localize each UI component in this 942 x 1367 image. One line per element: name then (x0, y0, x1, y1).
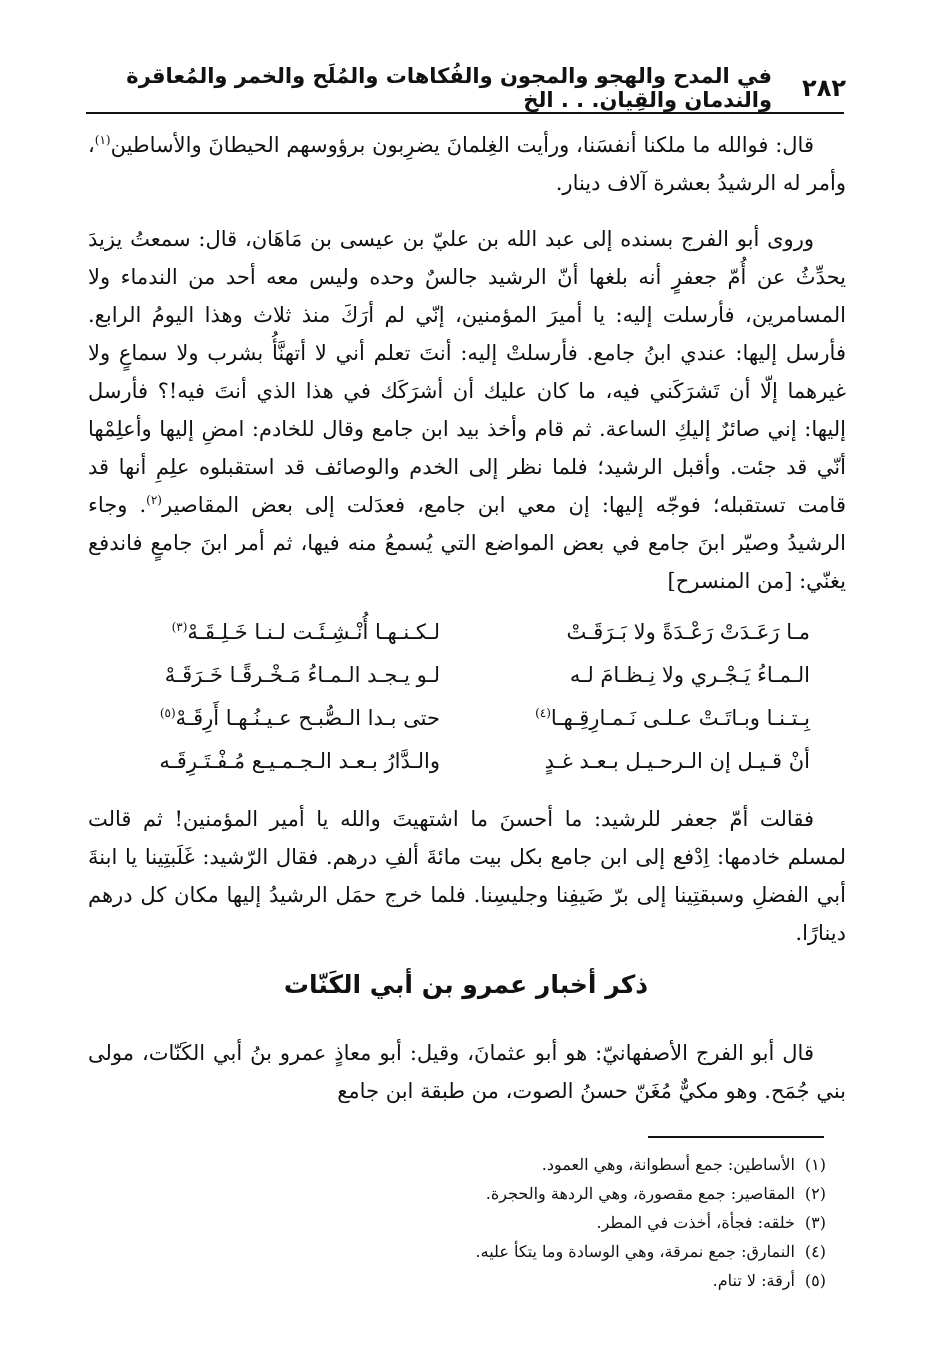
verse-hemistich-second: حتى بـدا الـصُّبـح عـيـنُـهـا أَرِقَـهْ$^{(٥)}$ (159, 705, 440, 730)
footnotes (120, 1150, 826, 1295)
footnote-number: (١) (804, 1155, 826, 1174)
verse-hemistich-second: والـدَّارُ بـعـد الـجـمـيـع مُـفْـتَـرِقَـه (159, 748, 440, 773)
verse-hemistich-first: الـمـاءُ يَـجْـري ولا نِـظـامَ لـه (569, 662, 810, 687)
page-number: ٢٨٢ (802, 74, 846, 102)
verse-hemistich-first: مـا رَعَـدَتْ رَعْـدَةً ولا بَـرَقَـتْ (566, 619, 810, 644)
paragraph-1 (88, 126, 846, 202)
footnote (120, 1237, 826, 1266)
footnote (120, 1150, 826, 1179)
footnote-rule (648, 1136, 824, 1138)
running-title: في المدح والهجو والمجون والفُكاهات والمُلَح والخمر والمُعاقرة والندمان والقِيان. . . الخ (126, 64, 773, 112)
footnote (120, 1266, 826, 1295)
footnote-text: النمارق: جمع نمرقة، وهي الوسادة وما يتكأ عليه. (475, 1242, 795, 1261)
paragraph-3 (88, 800, 846, 952)
footnote-ref: (٣) (171, 619, 188, 634)
footnote-number: (٣) (804, 1213, 826, 1232)
paragraph-text: ، وأمر له الرشيدُ بعشرة آلاف دينار. (88, 133, 846, 195)
verse-hemistich-second: لـو يـجـد الـمـاءُ مَـخْـرقًـا خَـرَقَـهْ (164, 662, 440, 687)
paragraph-4 (88, 1034, 846, 1110)
paragraph-text: وروى أبو الفرج بسنده إلى عبد الله بن عليّ بن عيسى بن مَاهَان، قال: سمعتُ يزيدَ يحدِّثُ عن أُمّ جعفرٍ أنه بلغها أنّ الرشيد جالسٌ وحده وليس معه أحد من الندماء ولا المسامرين، فأرسلت إليه: يا أميرَ المؤمنين، إنّي لم أرَكَ منذ ثلاث وهذا اليومُ الرابع. فأرسل إليها: عندي ابنُ جامع. فأرسلتْ إليه: أنتَ تعلم أني لا أتهنَّأُ بشرب ولا سماعٍ ولا غيرهما إلّا أن تَشرَكَني فيه، ما كان عليك أن أشرَكَك في هذا الذي أنتَ فيه!؟ فأرسل إليها: إني صائرٌ إليكِ الساعة. ثم قام وأخذ بيد ابن جامع وقال للخادم: امضِ إليها وأعلِمْها أنّي قد جئت. وأقبل الرشيد؛ فلما نظر إلى الخدم والوصائف قد استقبلوه علِمِ أنها قد قامت تستقبله؛ فوجّه إليها: إن معي ابن جامع، فعدَلت إلى بعض المقاصير (88, 227, 846, 517)
footnote-ref: (١) (94, 133, 111, 147)
header-rule (86, 112, 844, 114)
verse-hemistich-second: لـكـنـهـا أُنْـشِـئَـت لـنـا خَـلِـقَـهْ$^{(٣)}$ (171, 619, 440, 644)
footnote-number: (٤) (804, 1242, 826, 1261)
footnote-text: المقاصير: جمع مقصورة، وهي الردهة والحجرة. (485, 1184, 795, 1203)
verse-line (110, 610, 810, 653)
footnote-text: أرقة: لا تنام. (712, 1271, 795, 1290)
paragraph-text: قال أبو الفرج الأصفهانيّ: هو أبو عثمانَ، وقيل: أبو معاذٍ عمرو بنُ أبي الكَنّات، مولى بني جُمَح. وهو مكيٌّ مُغَنّ حسنُ الصوت، من طبقة ابن جامع (88, 1041, 846, 1103)
section-title: ذكر أخبار عمرو بن أبي الكَنّات (283, 970, 649, 999)
verse-line (110, 653, 810, 696)
verse-line (110, 739, 810, 782)
footnote-text: خلقه: فجأة، أخذت في المطر. (596, 1213, 795, 1232)
verse-hemistich-first: بِـتـنـا وبـاتَـتْ عـلـى نَـمـارِقِـهـا$^{(٤)}$ (535, 705, 810, 730)
footnote-ref: (٢) (146, 493, 162, 507)
footnote (120, 1208, 826, 1237)
paragraph-text: . وجاء الرشيدُ وصيّر ابنَ جامع في بعض المواضع التي يُسمعُ منه فيها، ثم أمر ابنَ جامعٍ فاندفع يغنّي: [من المنسرح] (88, 493, 846, 593)
paragraph-2 (88, 220, 846, 600)
paragraph-text: قال: فوالله ما ملكنا أنفسَنا، ورأيت الغِلمانَ يضرِبون برؤوسهم الحيطانَ والأساطين (110, 133, 814, 157)
page-header (86, 66, 846, 110)
paragraph-text: فقالت أمّ جعفر للرشيد: ما أحسنَ ما اشتهيتَ والله يا أمير المؤمنين! ثم قالت لمسلم خادمها: اِدْفع إلى ابن جامع بكل بيت مائةَ ألفِ درهم. فقال الرّشيد: غَلَبتِينا يا ابنةَ أبي الفضلِ وسبقتِينا إلى برّ ضَيفِنا وجليسِنا. فلما خرج حمَل الرشيدُ إليها مكان كل درهم دينارًا. (88, 807, 846, 945)
footnote-number: (٢) (804, 1184, 826, 1203)
footnote (120, 1179, 826, 1208)
verse-hemistich-first: أنْ قـيـل إن الـرحـيـل بـعـد غـدٍ (544, 748, 810, 773)
footnote-number: (٥) (804, 1271, 826, 1290)
footnote-ref: (٥) (159, 705, 176, 720)
footnote-text: الأساطين: جمع أسطوانة، وهي العمود. (541, 1155, 795, 1174)
verse-line (110, 696, 810, 739)
poem (110, 610, 810, 782)
footnote-ref: (٤) (535, 705, 551, 720)
